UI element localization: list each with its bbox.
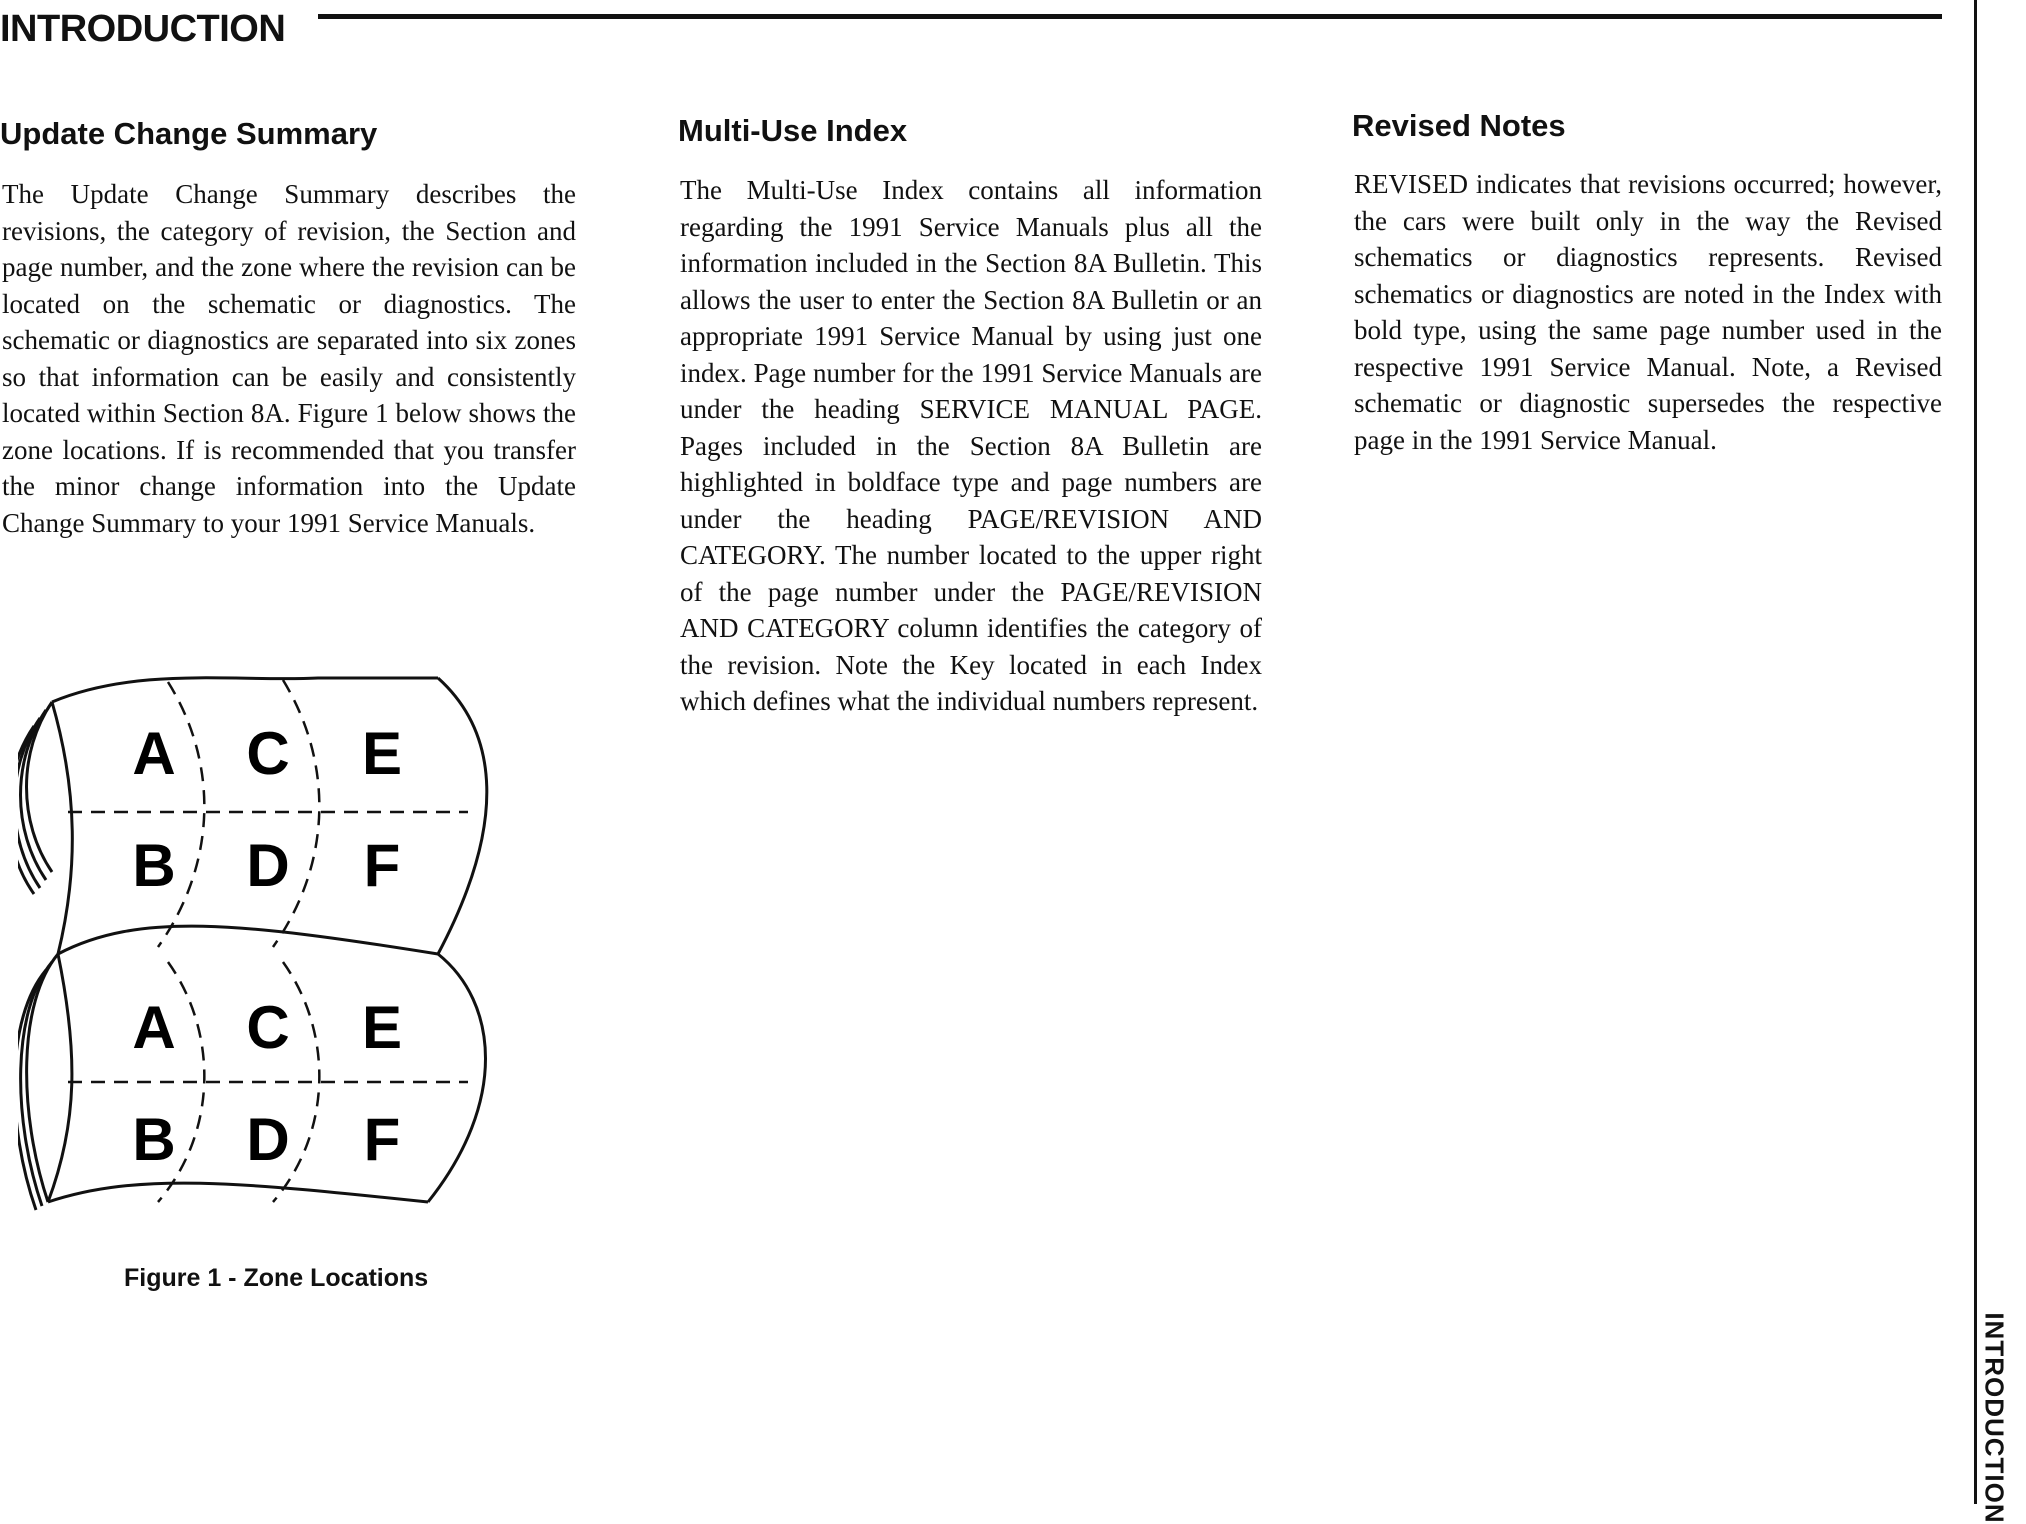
lower-bottom-edge (48, 1183, 428, 1202)
zone-label-upper: F (363, 832, 401, 899)
upper-right-edge (438, 678, 487, 954)
body-multi-use-index: The Multi-Use Index contains all information regarding the 1991 Service Manuals plus all the information included in the Section 8A Bulletin. This allows the user to enter the Section 8A Bulletin or an appropriate 1991 Service Manual by using just one index. Page number for the 1991 Service Manuals are under the heading SERVICE MANUAL PAGE. Pages included in the Section 8A Bulletin are highlighted in boldface type and page numbers are under the heading PAGE/REVISION AND CATEGORY. The number located to the upper right of the page number under the PAGE/REVISION AND CATEGORY column identifies the category of the revision. Note the Key located in each Index which defines what the individual numbers represent. (680, 175, 1262, 716)
right-margin-rule (1974, 0, 1977, 1504)
upper-bottom-edge (58, 926, 438, 954)
figure-caption: Figure 1 - Zone Locations (124, 1264, 429, 1292)
heading-multi-use-index: Multi-Use Index (678, 113, 908, 148)
heading-update-change-summary: Update Change Summary (0, 116, 378, 151)
zone-label-upper: A (132, 720, 176, 787)
zone-label-upper: C (246, 720, 290, 787)
header-rule (318, 14, 1942, 19)
zone-label-lower: B (132, 1106, 176, 1173)
section-side-tab: INTRODUCTION (1979, 1312, 2010, 1524)
body-revised-notes: REVISED indicates that revisions occurred; however, the cars were built only in the way the Revised schematics or diagnostics represents. Revised schematics or diagnostics are noted in the Index with bold type, using the same page number used in the respective 1991 Service Manual. Note, a Revised schematic or diagnostic supersedes the respective page in the 1991 Service Manual. (1354, 169, 1942, 455)
body-update-change-summary: The Update Change Summary describes the revisions, the category of revision, the Section and page number, and the zone where the revision can be located on the schematic or diagnostics. The schematic or diagnostics are separated into six zones so that information can be easily and consistently located within Section 8A. Figure 1 below shows the zone locations. If is recommended that you transfer the minor change information into the Update Change Summary to your 1991 Service Manuals. (2, 179, 576, 538)
zone-label-upper: B (132, 832, 176, 899)
upper-top-edge (52, 678, 438, 702)
zone-label-lower: A (132, 994, 176, 1061)
heading-revised-notes: Revised Notes (1352, 108, 1566, 143)
zone-label-lower: C (246, 994, 290, 1061)
zone-label-lower: E (361, 994, 403, 1061)
zone-label-upper: D (246, 832, 290, 899)
zone-label-upper: E (361, 720, 403, 787)
page-title: INTRODUCTION (0, 8, 286, 50)
zone-label-lower: D (246, 1106, 290, 1173)
zone-locations-figure (18, 672, 548, 1232)
upper-spine (52, 702, 72, 954)
lower-right-edge (428, 954, 486, 1202)
zone-label-lower: F (363, 1106, 401, 1173)
lower-spine (48, 954, 72, 1202)
